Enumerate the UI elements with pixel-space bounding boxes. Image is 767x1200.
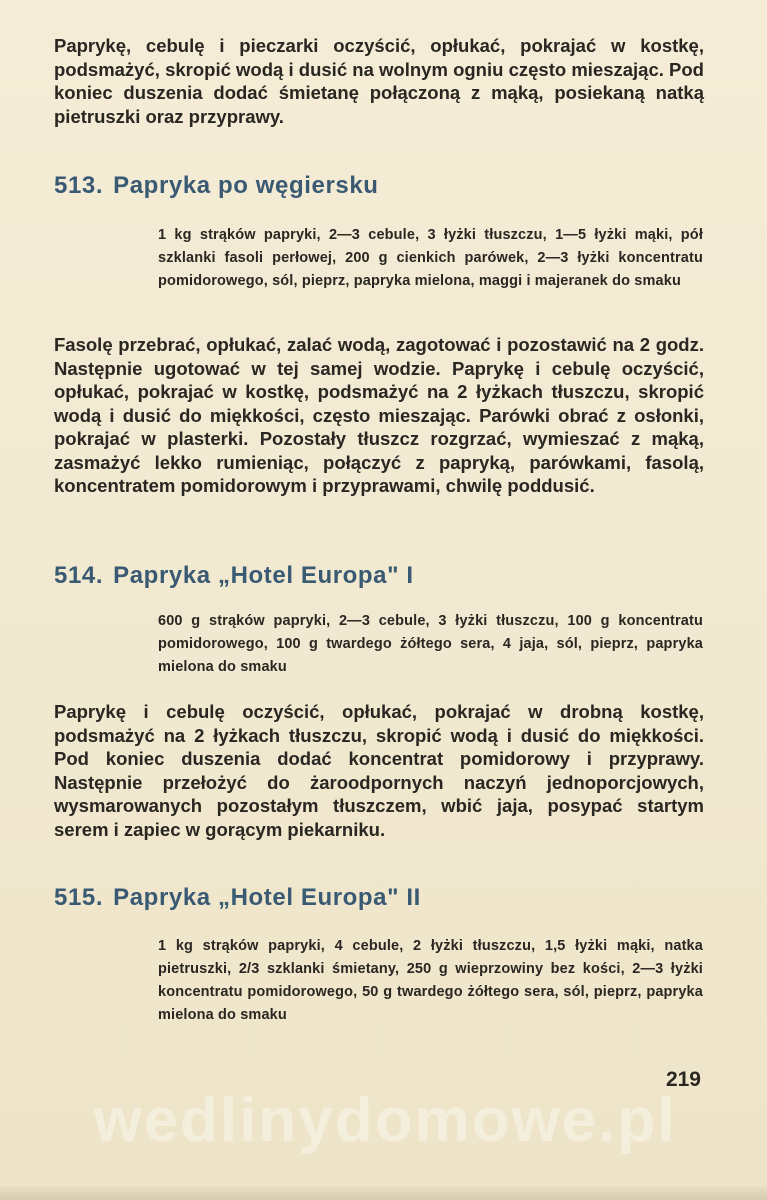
- recipe-number: 513.: [54, 172, 104, 199]
- intro-paragraph: Paprykę, cebulę i pieczarki oczyścić, opłukać, pokrajać w kostkę, podsmażyć, skropić wodą i dusić na wolnym ogniu często mieszając. Pod koniec duszenia dodać śmietanę połączoną z mąką, posiekaną natką pietruszki oraz przyprawy.: [54, 35, 704, 127]
- recipe-name: Papryka „Hotel Europa" II: [113, 884, 421, 911]
- recipe-name: Papryka „Hotel Europa" I: [113, 562, 414, 589]
- recipe-515-title: [54, 884, 421, 912]
- recipe-number: 515.: [54, 884, 104, 911]
- recipe-515-ingredients: 1 kg strąków papryki, 4 cebule, 2 łyżki tłuszczu, 1,5 łyżki mąki, natka pietruszki, 2/3 szklanki śmietany, 250 g wieprzowiny bez kości, 2—3 łyżki koncentratu pomidorowego, 50 g twardego żółtego sera, sól, pieprz, papryka mielona do smaku: [158, 938, 703, 1023]
- recipe-513-title: [54, 172, 379, 200]
- recipe-number: 514.: [54, 562, 104, 589]
- recipe-514-method: Paprykę i cebulę oczyścić, opłukać, pokrajać w drobną kostkę, podsmażyć na 2 łyżkach tłuszczu, skropić wodą i dusić do miękkości. Pod koniec duszenia dodać koncentrat pomidorowy i przyprawy. Następnie przełożyć do żaroodpornych naczyń jednoporcjowych, wysmarowanych pozostałym tłuszczem, wbić jaja, posypać startym serem i zapiec w gorącym piekarniku.: [54, 701, 704, 840]
- page-number: 219: [665, 1068, 701, 1091]
- recipe-513-ingredients: 1 kg strąków papryki, 2—3 cebule, 3 łyżki tłuszczu, 1—5 łyżki mąki, pół szklanki fasoli perłowej, 200 g cienkich parówek, 2—3 łyżki koncentratu pomidorowego, sól, pieprz, papryka mielona, maggi i majeranek do smaku: [158, 227, 703, 289]
- recipe-513-method: Fasolę przebrać, opłukać, zalać wodą, zagotować i pozostawić na 2 godz. Następnie ugotować w tej samej wodzie. Paprykę i cebulę oczyścić, opłukać, pokrajać w kostkę, podsmażyć na 2 łyżkach tłuszczu, skropić wodą i dusić do miękkości, często mieszając. Parówki obrać z osłonki, pokrajać w plasterki. Pozostały tłuszcz rozgrzać, wymieszać z mąką, zasmażyć lekko rumieniąc, połączyć z papryką, parówkami, fasolą, koncentratem pomidorowym i przyprawami, chwilę poddusić.: [54, 334, 704, 496]
- watermark: wedlinydomowe.pl: [93, 1086, 677, 1155]
- recipe-514-title: [54, 562, 414, 590]
- page-bottom-edge: [0, 1186, 767, 1200]
- recipe-name: Papryka po węgiersku: [113, 172, 379, 199]
- recipe-514-ingredients: 600 g strąków papryki, 2—3 cebule, 3 łyżki tłuszczu, 100 g koncentratu pomidorowego, 100 g twardego żółtego sera, 4 jaja, sól, pieprz, papryka mielona do smaku: [158, 613, 703, 675]
